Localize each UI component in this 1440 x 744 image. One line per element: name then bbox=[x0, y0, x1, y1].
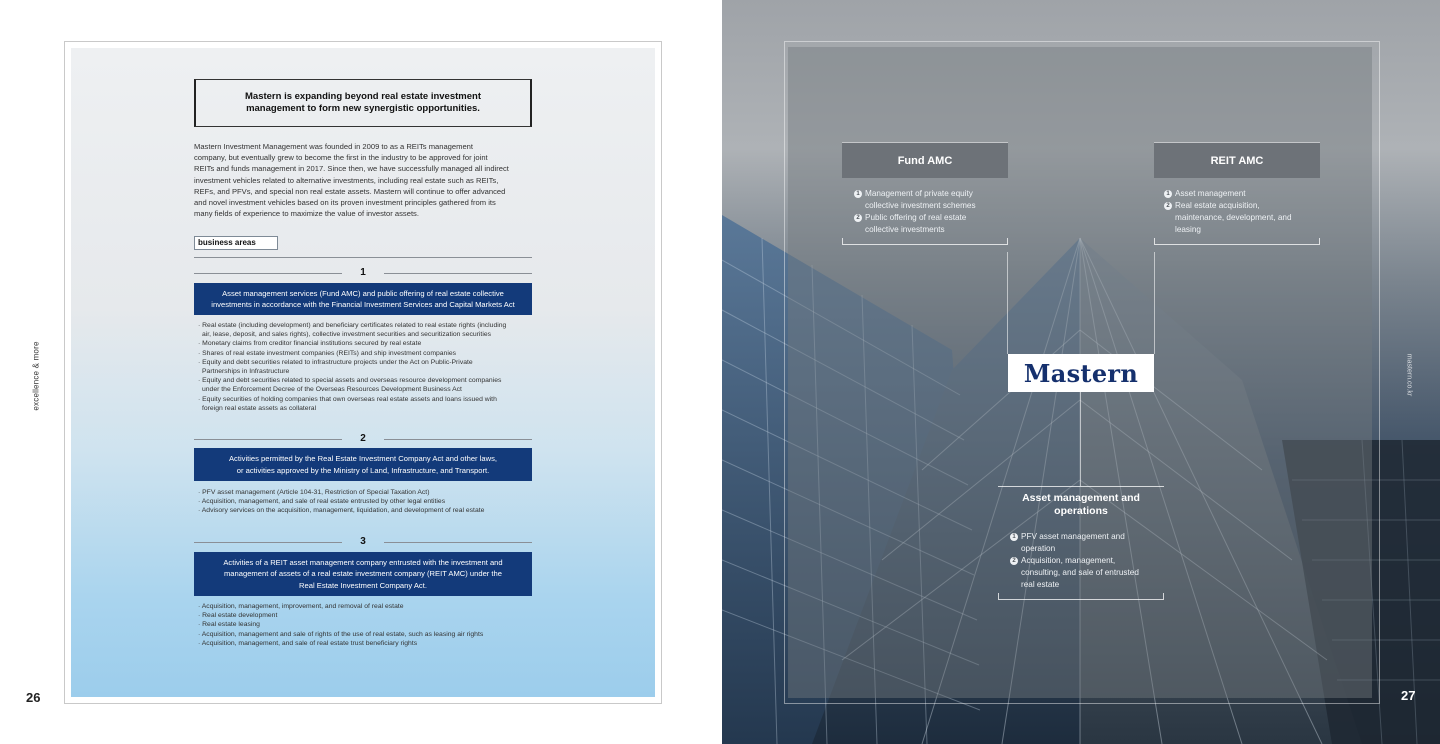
number-badge: 1 bbox=[1164, 190, 1172, 198]
intro-line: investment vehicles related to alternative investments, including real estate such as REITs, bbox=[194, 175, 499, 185]
headline-line: management to form new synergistic opportunities. bbox=[246, 103, 480, 114]
item-line: Management of private equity bbox=[865, 189, 973, 198]
intro-line: and novel investment vehicles based on its proven investment principles gathered from its bbox=[194, 198, 496, 208]
headline-line: Mastern is expanding beyond real estate investment bbox=[245, 91, 481, 102]
list-item bbox=[1010, 555, 1160, 591]
bullet-line: · Real estate leasing bbox=[198, 621, 260, 629]
logo-text: Mastern bbox=[1023, 358, 1139, 388]
bracket-line bbox=[998, 593, 1164, 600]
bracket-line bbox=[1154, 238, 1320, 245]
number-badge: 1 bbox=[854, 190, 862, 198]
section-number: 1 bbox=[360, 267, 366, 278]
bullet-line: · Acquisition, management and sale of rights of the use of real estate, such as leasing air rights bbox=[198, 630, 484, 638]
page-number-right: 27 bbox=[1401, 688, 1416, 703]
item-line: collective investments bbox=[865, 225, 945, 234]
asset-ops-title-line: Asset management and bbox=[1022, 492, 1140, 504]
item-line: Public offering of real estate bbox=[865, 213, 967, 222]
connector-line bbox=[1007, 252, 1008, 354]
list-item bbox=[194, 349, 534, 358]
side-caption-text: mastern.co.kr bbox=[1405, 353, 1413, 397]
bracket-line bbox=[842, 238, 1008, 245]
bullet-line: · Acquisition, management, improvement, and removal of real estate bbox=[198, 603, 404, 610]
asset-ops-list bbox=[1010, 531, 1160, 591]
list-item bbox=[194, 376, 534, 394]
reit-amc-title: REIT AMC bbox=[1154, 142, 1320, 178]
list-item bbox=[194, 358, 534, 376]
section-title-line: Real Estate Investment Company Act. bbox=[299, 580, 427, 590]
number-badge: 1 bbox=[1010, 533, 1018, 541]
list-item bbox=[194, 339, 534, 348]
item-line: consulting, and sale of entrusted bbox=[1021, 568, 1139, 577]
number-badge: 2 bbox=[854, 214, 862, 222]
left-side-caption bbox=[30, 336, 42, 416]
list-item bbox=[1164, 188, 1316, 200]
item-line: Asset management bbox=[1175, 189, 1246, 198]
section-2-bullets bbox=[194, 488, 534, 516]
item-line: real estate bbox=[1021, 580, 1060, 589]
section-title-line: management of assets of a real estate investment company (REIT AMC) under the bbox=[223, 569, 502, 579]
connector-line bbox=[1080, 392, 1081, 486]
intro-line: REITs and funds management in 2017. Since then, we have successfully managed all indirect bbox=[194, 164, 509, 174]
bullet-line: · PFV asset management (Article 104-31, Restriction of Special Taxation Act) bbox=[198, 489, 430, 496]
right-side-caption bbox=[1403, 345, 1415, 405]
divider bbox=[384, 439, 532, 440]
item-line: operation bbox=[1021, 544, 1056, 553]
mastern-logo bbox=[1008, 354, 1154, 392]
section-title-line: investments in accordance with the Financial Investment Services and Capital Markets Act bbox=[211, 300, 515, 309]
fund-amc-title: Fund AMC bbox=[842, 142, 1008, 178]
reit-amc-list bbox=[1164, 188, 1316, 236]
bullet-line: · Acquisition, management, and sale of real estate entrusted by other legal entities bbox=[198, 498, 446, 506]
section-title-line: Activities permitted by the Real Estate Investment Company Act and other laws, bbox=[228, 454, 498, 464]
list-item bbox=[194, 506, 534, 515]
number-badge: 2 bbox=[1164, 202, 1172, 210]
list-item bbox=[854, 212, 1004, 236]
intro-line: company, but eventually grew to become the first in the industry to be approved for joint bbox=[194, 153, 488, 163]
bullet-line: · Equity securities of holding companies that own overseas real estate assets and loans issued with bbox=[198, 395, 497, 403]
list-item bbox=[194, 630, 534, 639]
section-1-bullets bbox=[194, 321, 534, 413]
item-line: Acquisition, management, bbox=[1021, 556, 1116, 565]
bullet-line: · Real estate (including development) and beneficiary certificates related to real estate rights (including bbox=[198, 322, 507, 329]
list-item bbox=[194, 321, 534, 339]
list-item bbox=[194, 602, 534, 611]
section-2-title-bar bbox=[194, 448, 532, 481]
section-title-line: or activities approved by the Ministry of Land, Infrastructure, and Transport. bbox=[236, 465, 490, 475]
list-item bbox=[194, 639, 534, 648]
side-caption-text: excellence & more bbox=[31, 341, 41, 411]
item-line: Real estate acquisition, bbox=[1175, 201, 1260, 210]
item-line: maintenance, development, and bbox=[1175, 213, 1292, 222]
bullet-line: · Acquisition, management, and sale of real estate trust beneficiary rights bbox=[198, 639, 418, 647]
bullet-line: foreign real estate assets as collateral bbox=[202, 404, 317, 412]
item-line: leasing bbox=[1175, 225, 1201, 234]
business-areas-label: business areas bbox=[194, 236, 278, 250]
section-title-line: Asset management services (Fund AMC) and public offering of real estate collective bbox=[222, 288, 504, 298]
section-3-header bbox=[194, 536, 532, 548]
divider bbox=[384, 273, 532, 274]
divider bbox=[384, 542, 532, 543]
section-1-header bbox=[194, 267, 532, 279]
list-item bbox=[194, 497, 534, 506]
intro-paragraph bbox=[194, 141, 532, 219]
bullet-line: under the Enforcement Decree of the Overseas Resources Development Business Act bbox=[202, 386, 462, 394]
connector-line bbox=[1154, 252, 1155, 354]
section-number: 3 bbox=[360, 536, 366, 547]
headline-box bbox=[194, 79, 532, 127]
list-item bbox=[1164, 200, 1316, 236]
fund-amc-list bbox=[854, 188, 1004, 236]
intro-line: many fields of experience to maximize the value of investor assets. bbox=[194, 209, 419, 219]
asset-ops-title-line: operations bbox=[1054, 504, 1108, 517]
bullet-line: · Real estate development bbox=[198, 612, 278, 620]
bullet-line: · Advisory services on the acquisition, management, liquidation, and development of real estate bbox=[198, 507, 485, 515]
bullet-line: · Equity and debt securities related to infrastructure projects under the Act on Public-Private bbox=[198, 358, 473, 366]
bullet-line: air, lease, deposit, and sales rights), collective investment securities and securitization securities bbox=[202, 331, 492, 339]
intro-line: Mastern Investment Management was founded in 2009 to as a REITs management bbox=[194, 142, 474, 151]
list-item bbox=[194, 488, 534, 497]
item-line: PFV asset management and bbox=[1021, 532, 1125, 541]
section-number: 2 bbox=[360, 433, 366, 444]
item-line: collective investment schemes bbox=[865, 201, 976, 210]
bullet-line: Partnerships in Infrastructure bbox=[202, 368, 290, 376]
bullet-line: · Monetary claims from creditor financial institutions secured by real estate bbox=[198, 340, 422, 348]
list-item bbox=[194, 620, 534, 629]
list-item bbox=[194, 395, 534, 413]
asset-ops-title bbox=[998, 486, 1164, 522]
number-badge: 2 bbox=[1010, 557, 1018, 565]
list-item bbox=[1010, 531, 1160, 555]
page-number-left: 26 bbox=[26, 690, 41, 705]
section-title-line: Activities of a REIT asset management company entrusted with the investment and bbox=[223, 557, 503, 567]
section-3-title-bar bbox=[194, 552, 532, 596]
divider bbox=[194, 257, 532, 258]
bullet-line: · Shares of real estate investment companies (REITs) and ship investment companies bbox=[198, 349, 457, 357]
list-item bbox=[854, 188, 1004, 212]
bullet-line: · Equity and debt securities related to special assets and overseas resource development companies bbox=[198, 377, 502, 385]
section-1-title-bar bbox=[194, 283, 532, 315]
section-2-header bbox=[194, 433, 532, 445]
section-3-bullets bbox=[194, 602, 534, 648]
list-item bbox=[194, 611, 534, 620]
intro-line: REFs, and PFVs, and special non real estate assets. Mastern will continue to offer advanced bbox=[194, 186, 506, 196]
